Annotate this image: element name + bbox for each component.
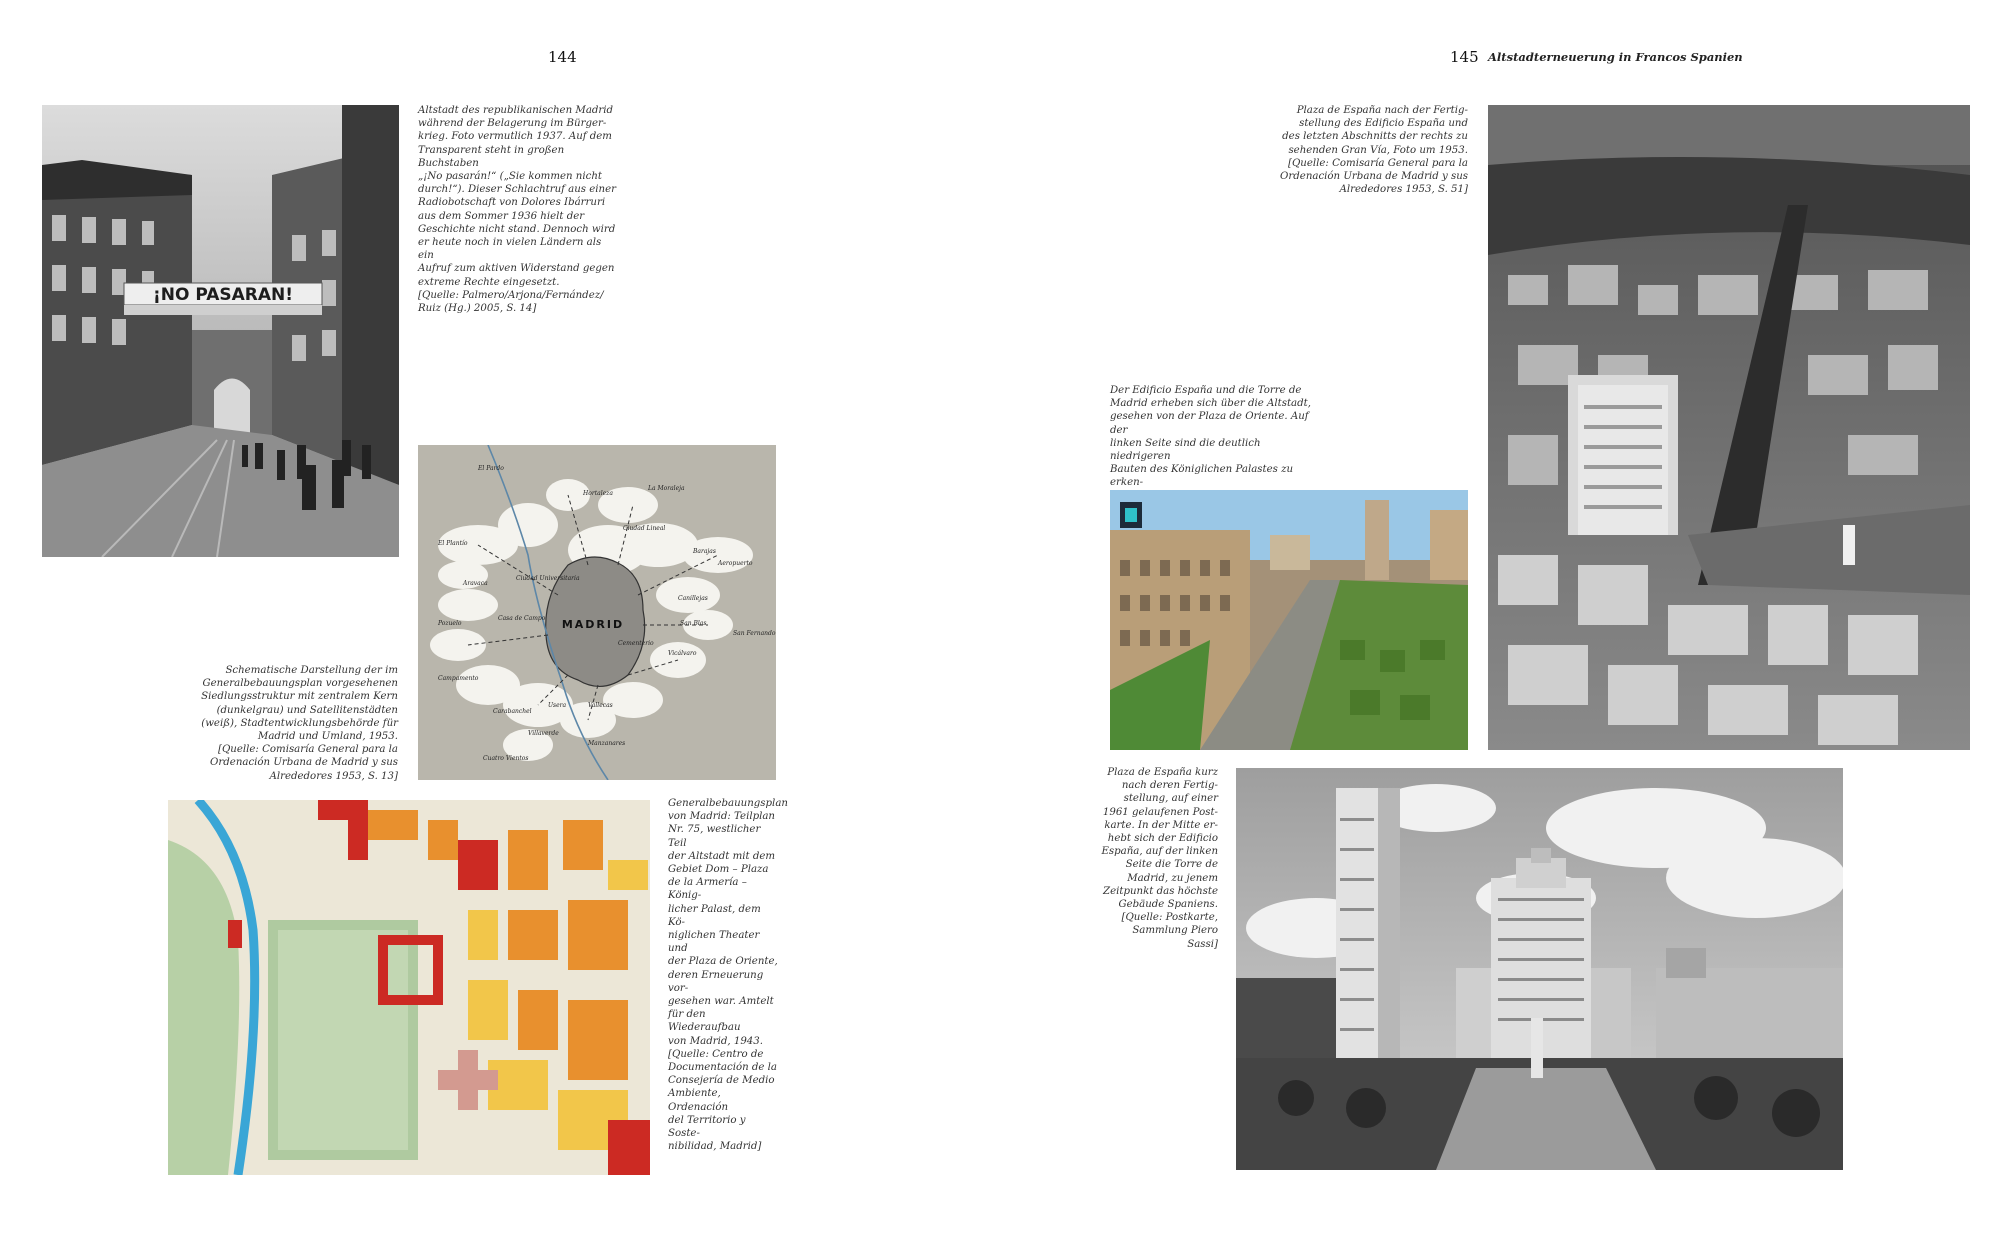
map-label: Campamento — [438, 675, 479, 682]
map-label: Barajas — [693, 548, 716, 555]
map-label: Ciudad Lineal — [623, 525, 666, 532]
caption-schematic-map: Schematische Darstellung der im Generalbebauungsplan vorgesehenen Siedlungsstruktur mit zentralem Kern (dunkelgrau) und Satellitenstädten (weiß), Stadtentwicklungsbehörde für Madrid und Umland, 1953. [Quelle: Comisaría General para la Ordenación Urbana de Madrid y sus Alrededores 1953, S. 13] — [201, 665, 398, 782]
map-label: El Plantío — [438, 540, 468, 547]
photo-postcard-plaza-oriente — [1110, 490, 1468, 750]
photo-colored-city-plan — [168, 800, 650, 1175]
map-label: Aravaca — [463, 580, 488, 587]
page-number-left: 144 — [548, 48, 577, 66]
map-label: Pozuelo — [438, 620, 462, 627]
map-label: San Fernando — [733, 630, 776, 637]
map-label: Manzanares — [588, 740, 626, 747]
map-label: Usera — [548, 702, 567, 709]
caption-aerial: Plaza de España nach der Fertig- stellung des Edificio España und des letzten Abschnitts der rechts zu sehenden Gran Vía, Foto um 1953. [Quelle: Comisaría General para la Ordenación Urbana de Madrid y sus Alrededores 1953, S. 51] — [1280, 105, 1468, 196]
map-label: Ciudad Universitaria — [516, 575, 580, 582]
map-label: El Pardo — [478, 465, 504, 472]
map-label: Villaverde — [528, 730, 559, 737]
map-label: Vicálvaro — [668, 650, 697, 657]
photo-aerial-plaza-espana — [1488, 105, 1970, 750]
photo-plaza-espana-towers — [1236, 768, 1843, 1170]
map-label: San Blas — [680, 620, 707, 627]
map-label: Casa de Campo — [498, 615, 546, 622]
caption-postcard: Der Edificio España und die Torre de Madrid erheben sich über die Altstadt, gesehen von der Plaza de Oriente. Auf der linken Seite sind die deutlich niedrigeren Bauten des Königlichen Palastes zu erken- — [1110, 385, 1311, 489]
page-number-right: 145 — [1450, 48, 1479, 66]
photo-schematic-satellite-map — [418, 445, 776, 780]
caption-city-plan: Generalbebauungsplan von Madrid: Teilplan Nr. 75, westlicher Teil der Altstadt mit dem Gebiet Dom – Plaza de la Armería – König- licher Palast, dem Kö- niglichen Theater und der Plaza de Oriente, deren Erneuerung vor- gesehen war. Amtelt für den Wiederaufbau von Madrid, 1943. [Quelle: Centro de Documentación de la Consejería de Medio Ambiente, Ordenación del Territorio y Soste- nibilidad, Madrid] — [668, 798, 788, 1153]
running-head: Altstadterneuerung in Francos Spanien — [1488, 50, 1743, 64]
map-label: Canillejas — [678, 595, 708, 602]
map-center-label: MADRID — [561, 618, 625, 631]
map-label: La Moraleja — [648, 485, 685, 492]
map-label: Carabanchel — [493, 708, 532, 715]
map-label: Aeropuerto — [718, 560, 753, 567]
caption-no-pasaran: Altstadt des republikanischen Madrid während der Belagerung im Bürger- krieg. Foto vermutlich 1937. Auf dem Transparent steht in großen Buchstaben „¡No pasarán!“ („Sie kommen nicht durch!“). Dieser Schlachtruf aus einer Radiobotschaft von Dolores Ibárruri aus dem Sommer 1936 hielt der Geschichte nicht stand. Dennoch wird er heute noch in vielen Ländern als ein Aufruf zum aktiven Widerstand gegen extreme Rechte eingesetzt. [Quelle: Palmero/Arjona/Fernández/ Ruiz (Hg.) 2005, S. 14] — [418, 105, 617, 315]
map-label: Hortaleza — [583, 490, 613, 497]
photo-no-pasaran-street — [42, 105, 399, 557]
map-label: Cuatro Vientos — [483, 755, 529, 762]
map-label: Vallecas — [588, 702, 613, 709]
caption-plaza-espana: Plaza de España kurz nach deren Fertig- stellung, auf einer 1961 gelaufenen Post- karte. In der Mitte er- hebt sich der Edificio España, auf der linken Seite die Torre de Madrid, zu jenem Zeitpunkt das höchste Gebäude Spaniens. [Quelle: Postkarte, Sammlung Piero Sassi] — [1101, 767, 1218, 950]
banner-text: ¡NO PASARAN! — [152, 285, 294, 305]
map-label: Cementerio — [618, 640, 654, 647]
